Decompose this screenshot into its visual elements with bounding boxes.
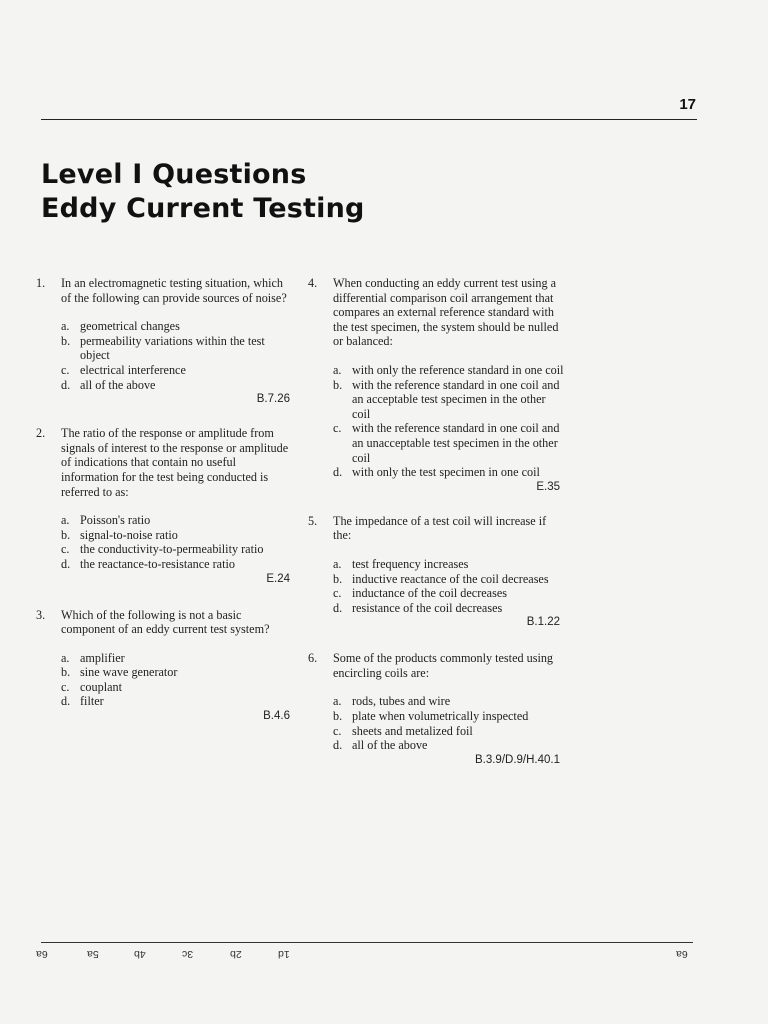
question-number: 4.: [308, 276, 318, 290]
question-3: [36, 608, 296, 724]
option-letter: d.: [61, 377, 71, 392]
option-letter: b.: [61, 333, 71, 348]
question-number: 2.: [36, 426, 46, 441]
answer-option: [36, 542, 296, 557]
option-text: with only the reference standard in one coil: [352, 362, 564, 377]
answer-reference: E.35: [536, 480, 560, 493]
question-stem: [36, 276, 296, 305]
option-text: electrical interference: [80, 362, 186, 377]
answer-key-mark-right: 6a: [676, 948, 688, 960]
option-text: the reactance-to-resistance ratio: [80, 556, 235, 571]
left-column: [36, 276, 296, 732]
option-letter: d.: [61, 556, 71, 571]
header-rule: [41, 119, 697, 120]
answer-option: [36, 557, 296, 572]
answer-reference: B.3.9/D.9/H.40.1: [474, 753, 560, 766]
answer-key-mark: 6a: [36, 948, 48, 960]
question-stem: [308, 276, 566, 349]
option-text: test frequency increases: [352, 556, 469, 571]
option-letter: c.: [61, 362, 70, 377]
answer-option: [308, 694, 566, 709]
option-text: all of the above: [80, 377, 156, 392]
question-number: 6.: [308, 651, 318, 666]
option-letter: b.: [61, 527, 71, 542]
answer-options: [36, 651, 296, 709]
option-letter: c.: [61, 679, 70, 694]
answer-option: [36, 378, 296, 393]
answer-key-mark: 4b: [134, 948, 146, 960]
option-text: with the reference standard in one coil and an unacceptable test specimen in the other coil: [352, 421, 560, 465]
answer-option: [308, 572, 566, 587]
option-text: the conductivity-to-permeability ratio: [80, 542, 264, 557]
answer-option: [308, 724, 566, 739]
question-text: When conducting an eddy current test using a differential comparison coil arrangement that compares an external reference standard with the test specimen, the system should be nulled or balanced:: [333, 276, 559, 349]
option-text: plate when volumetrically inspected: [352, 709, 529, 724]
option-letter: b.: [333, 709, 343, 724]
answer-option: [36, 363, 296, 378]
answer-option: [308, 709, 566, 724]
answer-key-mark: 2b: [230, 948, 242, 960]
answer-options: [36, 513, 296, 571]
title-line-level: Level I Questions: [41, 159, 307, 190]
option-letter: c.: [333, 723, 342, 738]
question-stem: [36, 426, 296, 499]
option-letter: a.: [61, 319, 70, 334]
answer-options: [308, 694, 566, 752]
option-text: inductive reactance of the coil decreases: [352, 571, 549, 586]
answer-option: [308, 421, 566, 465]
option-letter: d.: [61, 694, 71, 709]
option-text: signal-to-noise ratio: [80, 527, 178, 542]
option-letter: a.: [61, 650, 70, 665]
answer-option: [36, 694, 296, 709]
option-letter: d.: [333, 600, 343, 615]
answer-reference: B.7.26: [256, 393, 290, 406]
option-text: rods, tubes and wire: [352, 694, 451, 709]
option-text: permeability variations within the test object: [80, 333, 265, 363]
question-text: In an electromagnetic testing situation, which of the following can provide sources of noise?: [61, 276, 287, 305]
answer-option: [36, 528, 296, 543]
question-text: The impedance of a test coil will increase if the:: [333, 513, 547, 543]
option-text: inductance of the coil decreases: [352, 586, 507, 601]
answer-option: [36, 665, 296, 680]
option-letter: a.: [61, 513, 70, 528]
answer-options: [36, 319, 296, 392]
question-2: [36, 426, 296, 585]
answer-reference: B.1.22: [526, 616, 560, 629]
answer-options: [308, 363, 566, 480]
option-text: resistance of the coil decreases: [352, 600, 503, 615]
answer-reference: E.24: [266, 572, 290, 585]
answer-option: [308, 586, 566, 601]
answer-option: [308, 378, 566, 422]
question-6: [308, 651, 566, 767]
answer-option: [36, 319, 296, 334]
option-letter: b.: [333, 377, 343, 392]
question-1: [36, 276, 296, 406]
question-stem: [308, 651, 566, 680]
option-letter: a.: [333, 694, 342, 709]
option-text: filter: [80, 694, 104, 709]
option-text: with only the test specimen in one coil: [352, 465, 540, 480]
option-text: all of the above: [352, 738, 428, 753]
answer-key-mark: 1d: [278, 948, 290, 960]
question-number: 5.: [308, 513, 318, 528]
answer-option: [36, 651, 296, 666]
page-number: 17: [679, 96, 696, 113]
option-letter: b.: [333, 571, 343, 586]
question-text: Which of the following is not a basic component of an eddy current test system?: [61, 607, 270, 637]
footer-rule: [41, 942, 693, 943]
option-letter: d.: [333, 465, 343, 480]
question-stem: [308, 514, 566, 543]
page-title: [41, 158, 365, 226]
question-stem: [36, 608, 296, 637]
answer-reference: B.4.6: [263, 710, 290, 723]
question-4: [308, 276, 566, 494]
answer-options: [308, 557, 566, 615]
right-column: [308, 276, 566, 776]
title-line-subject: Eddy Current Testing: [41, 193, 365, 224]
answer-key-mark: 5a: [87, 948, 99, 960]
option-letter: a.: [333, 556, 342, 571]
option-letter: b.: [61, 665, 71, 680]
option-text: sheets and metalized foil: [352, 723, 473, 738]
question-text: Some of the products commonly tested using encircling coils are:: [333, 651, 554, 680]
option-text: couplant: [80, 679, 122, 694]
answer-key-mark: 3c: [182, 948, 194, 960]
answer-option: [36, 680, 296, 695]
question-number: 3.: [36, 607, 46, 622]
option-letter: c.: [333, 586, 342, 601]
option-text: sine wave generator: [80, 665, 178, 680]
answer-option: [308, 601, 566, 616]
option-letter: d.: [333, 738, 343, 753]
option-letter: a.: [333, 362, 342, 377]
answer-option: [36, 513, 296, 528]
option-text: amplifier: [80, 650, 125, 665]
answer-option: [308, 557, 566, 572]
option-letter: c.: [61, 542, 70, 557]
answer-option: [308, 363, 566, 378]
option-text: Poisson's ratio: [80, 513, 151, 528]
answer-option: [36, 334, 296, 363]
answer-option: [308, 465, 566, 480]
answer-key-strip: [36, 948, 306, 964]
question-text: The ratio of the response or amplitude from signals of interest to the response or amplitude of indications that contain no useful information for the test being conducted is referred to as:: [61, 426, 289, 499]
answer-option: [308, 738, 566, 753]
question-5: [308, 514, 566, 630]
option-text: geometrical changes: [80, 319, 180, 334]
option-letter: c.: [333, 421, 342, 436]
option-text: with the reference standard in one coil and an acceptable test specimen in the other coil: [352, 377, 560, 421]
question-number: 1.: [36, 276, 46, 290]
